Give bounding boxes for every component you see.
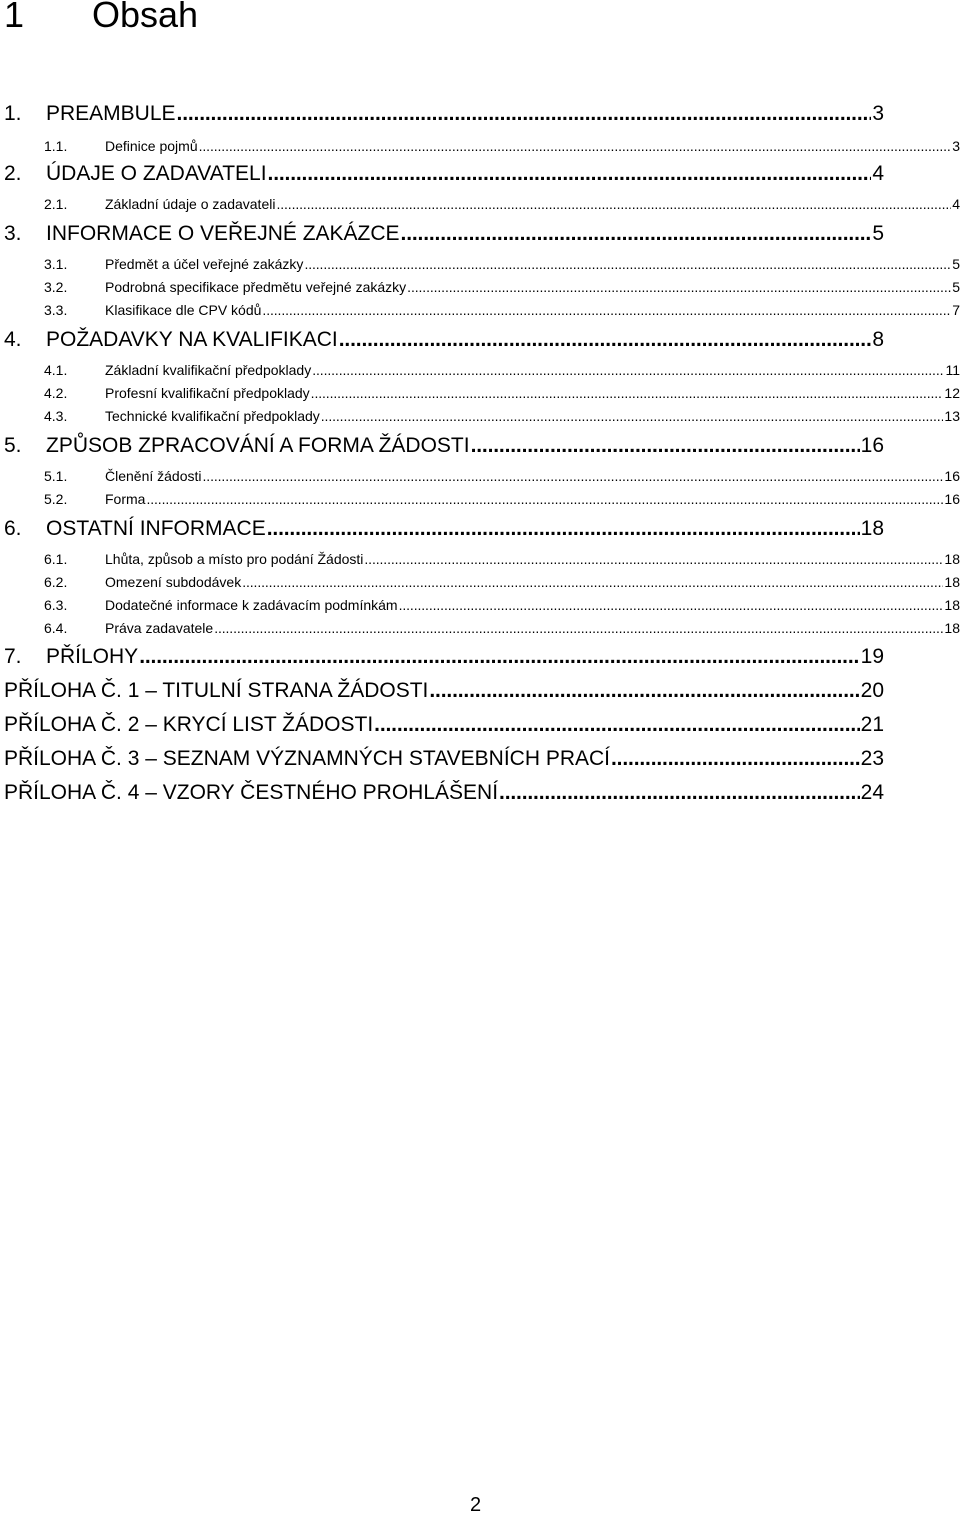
toc-entry-level1[interactable] [4, 162, 884, 186]
toc-entry-appendix[interactable] [4, 679, 884, 703]
toc-entry-page: 18 [944, 620, 960, 636]
toc-entry-number: 7. [4, 645, 22, 668]
toc-leader-dots [268, 162, 872, 186]
toc-entry-title: Forma [105, 491, 146, 507]
toc-entry-page: 3 [872, 102, 884, 125]
toc-entry-number: 5.1. [44, 468, 68, 484]
toc-entry-title: Základní kvalifikační předpoklady [105, 362, 312, 378]
toc-entry-level1[interactable] [4, 222, 884, 246]
toc-leader-dots [407, 279, 951, 295]
toc-entry-level2[interactable] [44, 551, 960, 567]
toc-entry-title: Základní údaje o zadavateli [105, 196, 276, 212]
toc-entry-page: 18 [944, 551, 960, 567]
toc-entry-page: 4 [872, 162, 884, 185]
toc-leader-dots [242, 574, 943, 590]
toc-entry-number: 2.1. [44, 196, 68, 212]
toc-entry-title: Předmět a účel veřejné zakázky [105, 256, 304, 272]
toc-entry-level1[interactable] [4, 645, 884, 669]
toc-entry-page: 21 [860, 713, 884, 736]
toc-entry-number: 3. [4, 222, 22, 245]
toc-entry-level1[interactable] [4, 517, 884, 541]
toc-entry-title: ZPŮSOB ZPRACOVÁNÍ A FORMA ŽÁDOSTI [46, 434, 470, 457]
toc-leader-dots [139, 645, 859, 669]
toc-leader-dots [262, 302, 951, 318]
toc-entry-level1[interactable] [4, 328, 884, 352]
toc-entry-title: PREAMBULE [46, 102, 176, 125]
toc-entry-page: 24 [860, 781, 884, 804]
toc-entry-page: 19 [860, 645, 884, 668]
toc-entry-title: Omezení subdodávek [105, 574, 242, 590]
toc-entry-title: Profesní kvalifikační předpoklady [105, 385, 310, 401]
toc-entry-level2[interactable] [44, 597, 960, 613]
toc-entry-page: 8 [872, 328, 884, 351]
toc-leader-dots [267, 517, 860, 541]
page-number: 2 [470, 1494, 482, 1516]
toc-leader-dots [339, 328, 872, 352]
toc-leader-dots [311, 385, 944, 401]
toc-entry-title: PŘÍLOHA Č. 1 – TITULNÍ STRANA ŽÁDOSTI [4, 679, 429, 702]
toc-leader-dots [304, 256, 951, 272]
toc-entry-level2[interactable] [44, 491, 960, 507]
toc-entry-page: 18 [944, 597, 960, 613]
toc-leader-dots [471, 434, 860, 458]
toc-entry-title: POŽADAVKY NA KVALIFIKACI [46, 328, 338, 351]
toc-entry-number: 5.2. [44, 491, 68, 507]
toc-entry-number: 2. [4, 162, 22, 185]
toc-entry-number: 6. [4, 517, 22, 540]
toc-entry-page: 13 [944, 408, 960, 424]
toc-entry-page: 5 [952, 256, 960, 272]
toc-entry-title: Klasifikace dle CPV kódů [105, 302, 262, 318]
toc-heading-title: Obsah [92, 0, 199, 35]
toc-entry-title: Lhůta, způsob a místo pro podání Žádosti [105, 551, 364, 567]
toc-entry-number: 6.1. [44, 551, 68, 567]
toc-entry-number: 6.3. [44, 597, 68, 613]
toc-entry-page: 12 [944, 385, 960, 401]
toc-entry-number: 6.4. [44, 620, 68, 636]
toc-entry-level2[interactable] [44, 256, 960, 272]
toc-entry-title: INFORMACE O VEŘEJNÉ ZAKÁZCE [46, 222, 400, 245]
toc-entry-number: 3.3. [44, 302, 68, 318]
toc-entry-page: 16 [860, 434, 884, 457]
toc-entry-number: 6.2. [44, 574, 68, 590]
toc-entry-level2[interactable] [44, 620, 960, 636]
toc-entry-appendix[interactable] [4, 781, 884, 805]
toc-entry-level2[interactable] [44, 408, 960, 424]
toc-entry-number: 1.1. [44, 138, 68, 154]
toc-entry-number: 3.1. [44, 256, 68, 272]
toc-entry-level2[interactable] [44, 279, 960, 295]
toc-entry-title: ÚDAJE O ZADAVATELI [46, 162, 267, 185]
toc-entry-level2[interactable] [44, 302, 960, 318]
toc-leader-dots [276, 196, 951, 212]
toc-heading [4, 0, 198, 36]
toc-leader-dots [399, 597, 944, 613]
toc-entry-page: 11 [945, 362, 960, 378]
toc-leader-dots [203, 468, 944, 484]
toc-entry-number: 4.1. [44, 362, 68, 378]
toc-entry-level2[interactable] [44, 362, 960, 378]
toc-leader-dots [611, 747, 860, 771]
toc-entry-number: 1. [4, 102, 22, 125]
toc-entry-level2[interactable] [44, 385, 960, 401]
toc-entry-level2[interactable] [44, 196, 960, 212]
toc-entry-page: 18 [860, 517, 884, 540]
toc-entry-title: Definice pojmů [105, 138, 198, 154]
toc-entry-page: 16 [944, 491, 960, 507]
toc-entry-page: 23 [860, 747, 884, 770]
toc-leader-dots [364, 551, 943, 567]
toc-leader-dots [312, 362, 944, 378]
toc-entry-level1[interactable] [4, 434, 884, 458]
toc-entry-page: 20 [860, 679, 884, 702]
toc-heading-number: 1 [4, 0, 25, 35]
toc-leader-dots [214, 620, 943, 636]
toc-leader-dots [374, 713, 859, 737]
toc-entry-page: 5 [872, 222, 884, 245]
toc-entry-appendix[interactable] [4, 713, 884, 737]
toc-entry-title: PŘÍLOHA Č. 3 – SEZNAM VÝZNAMNÝCH STAVEBNÍCH PRACÍ [4, 747, 611, 770]
toc-leader-dots [146, 491, 943, 507]
toc-entry-page: 4 [952, 196, 960, 212]
toc-entry-number: 4.3. [44, 408, 68, 424]
toc-entry-level2[interactable] [44, 138, 960, 154]
toc-entry-title: Práva zadavatele [105, 620, 214, 636]
toc-leader-dots [199, 138, 952, 154]
toc-entry-number: 5. [4, 434, 22, 457]
toc-entry-title: PŘÍLOHA Č. 2 – KRYCÍ LIST ŽÁDOSTI [4, 713, 374, 736]
toc-leader-dots [401, 222, 872, 246]
toc-entry-page: 7 [952, 302, 960, 318]
toc-entry-page: 3 [952, 138, 960, 154]
toc-leader-dots [321, 408, 944, 424]
toc-entry-page: 18 [944, 574, 960, 590]
toc-entry-title: OSTATNÍ INFORMACE [46, 517, 266, 540]
toc-entry-page: 16 [944, 468, 960, 484]
toc-entry-title: PŘÍLOHA Č. 4 – VZORY ČESTNÉHO PROHLÁŠENÍ [4, 781, 499, 804]
toc-leader-dots [429, 679, 859, 703]
toc-leader-dots [499, 781, 860, 805]
toc-entry-title: Technické kvalifikační předpoklady [105, 408, 320, 424]
toc-entry-level1[interactable] [4, 102, 884, 126]
toc-entry-page: 5 [952, 279, 960, 295]
toc-entry-title: Dodatečné informace k zadávacím podmínkám [105, 597, 398, 613]
toc-entry-number: 4. [4, 328, 22, 351]
toc-entry-title: PŘÍLOHY [46, 645, 139, 668]
toc-entry-title: Podrobná specifikace předmětu veřejné zakázky [105, 279, 407, 295]
toc-entry-number: 4.2. [44, 385, 68, 401]
toc-entry-appendix[interactable] [4, 747, 884, 771]
toc-entry-level2[interactable] [44, 468, 960, 484]
toc-entry-level2[interactable] [44, 574, 960, 590]
toc-entry-title: Členění žádosti [105, 468, 202, 484]
toc-leader-dots [177, 102, 872, 126]
toc-entry-number: 3.2. [44, 279, 68, 295]
